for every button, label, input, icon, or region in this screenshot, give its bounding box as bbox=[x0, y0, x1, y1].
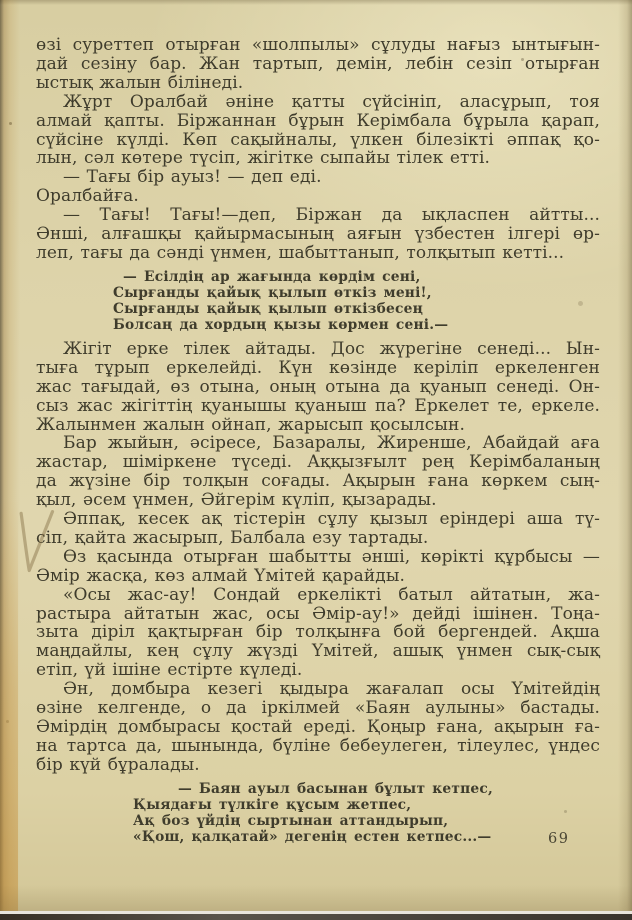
paper-specks bbox=[9, 122, 12, 125]
paragraph bbox=[36, 340, 600, 435]
text-line: «Осы жас-ау! Сондай еркелікті батыл айтатын, жа- bbox=[63, 584, 600, 605]
text-line: өзі суреттеп отырған «шолпылы» сұлуды нағыз ынтығын- bbox=[36, 35, 600, 55]
paragraph bbox=[36, 680, 600, 775]
paragraph bbox=[36, 206, 600, 263]
text-line: растыра айтатын жас, осы Әмір-ау!» дейді ішінен. Тоңа- bbox=[36, 603, 600, 624]
text-line: Сырғанды қайық қылып өткіз мені!, bbox=[113, 284, 432, 301]
text-line: етіп, үй ішіне естірте күледі. bbox=[36, 660, 303, 681]
text-line: да жүзіне бір толқын соғады. Ақырын ғана көркем сың- bbox=[36, 471, 600, 492]
text-line: — Баян ауыл басынан бұлыт кетпес, bbox=[178, 780, 493, 797]
paragraph bbox=[36, 93, 600, 169]
text-line: на тартса да, шынында, бүліне бебеулеген, тілеулес, үндес bbox=[36, 735, 600, 756]
text-line: алмай қапты. Біржаннан бұрын Керімбала бұрыла қарап, bbox=[36, 110, 600, 131]
text-line: лын, сәл көтере түсіп, жігітке сыпайы тілек етті. bbox=[36, 148, 491, 169]
text-line: — Тағы бір ауыз! — деп еді. bbox=[63, 167, 322, 188]
paragraph bbox=[36, 548, 600, 586]
text-line: «Қош, қалқатай» дегенің естен кетпес...— bbox=[133, 828, 492, 845]
page-number: 69 bbox=[548, 831, 570, 847]
text-line: қыл, әсем үнмен, Әйгерім күліп, қызарады. bbox=[36, 490, 437, 511]
text-line: Әмір жасқа, көз алмай Үмітей қарайды. bbox=[36, 565, 405, 586]
text-line: леп, тағы да сәнді үнмен, шабыттанып, толқытып кетті... bbox=[36, 242, 565, 263]
text-line: өзіне келгенде, о да іркілмей «Баян аулыны» бастады. bbox=[36, 698, 600, 719]
page-edge-top bbox=[0, 0, 632, 5]
paragraph bbox=[36, 187, 600, 206]
text-line: жас тағыдай, өз отына, оның отына да қуанып сенеді. Он- bbox=[36, 376, 600, 397]
scan-edge-dark-strip bbox=[0, 914, 632, 920]
verse-block bbox=[113, 269, 600, 333]
text-line: Сырғанды қайық қылып өткізбесең bbox=[113, 300, 423, 317]
paragraph bbox=[36, 510, 600, 548]
verse-block bbox=[133, 781, 600, 845]
text-line: ыстық жалын білінеді. bbox=[36, 72, 244, 93]
handwritten-check-icon bbox=[9, 503, 61, 585]
text-line: Ақ боз үйдің сыртынан аттандырып, bbox=[133, 812, 449, 829]
paragraph bbox=[36, 434, 600, 510]
text-line: дай сезіну бар. Жан тартып, демін, лебін сезіп отырған bbox=[36, 53, 600, 74]
text-line: Жалынмен жалын ойнап, жарысып қосылсын. bbox=[36, 414, 465, 435]
text-line: Әмірдің домбырасы қостай ереді. Қоңыр ғана, ақырын ға- bbox=[36, 717, 600, 737]
text-line: сыз жас жігіттің қуанышы қуаныш па? Еркелет те, еркеле. bbox=[36, 395, 600, 416]
text-line: жастар, шіміркене түседі. Аққызғылт рең Керімбаланың bbox=[36, 452, 600, 473]
text-line: — Тағы! Тағы!—деп, Біржан да ықласпен айтты... bbox=[63, 205, 600, 226]
text-line: Жігіт ерке тілек айтады. Дос жүрегіне сенеді... Ын- bbox=[63, 338, 600, 359]
text-line: маңдайлы, кең сұлу жүзді Үмітей, ашық үнмен сық-сық bbox=[36, 641, 600, 662]
text-line: Жұрт Оралбай әніне қатты сүйсініп, аласұрып, тоя bbox=[63, 91, 600, 112]
text-line: тыға тұрып еркелейді. Күн көзінде керіліп еркеленген bbox=[36, 357, 600, 378]
page-bottom-fade bbox=[0, 885, 632, 911]
text-line: бір күй бұралады. bbox=[36, 754, 200, 775]
text-line: Өз қасында отырған шабытты әнші, көрікті құрбысы — bbox=[63, 546, 600, 567]
paragraph bbox=[36, 586, 600, 681]
text-line: Оралбайға. bbox=[36, 186, 139, 207]
text-line: Әппақ, кесек ақ тістерін сұлу қызыл еріндері аша тү- bbox=[63, 509, 600, 530]
page-edge-right bbox=[618, 0, 632, 920]
page-text bbox=[36, 36, 600, 845]
text-line: зыта діріл қақтырған бір толқынға бой бергендей. Ақша bbox=[36, 622, 600, 643]
text-line: Бар жыйын, әсіресе, Базаралы, Жиренше, Абайдай аға bbox=[63, 433, 600, 454]
text-line: сіп, қайта жасырып, Балбала езу тартады. bbox=[36, 527, 429, 548]
text-line: Әнші, алғашқы қайырмасының аяғын үзбестен ілгері өр- bbox=[36, 224, 600, 245]
text-line: Қыядағы түлкіге құсым жетпес, bbox=[133, 796, 412, 813]
page-edge-left bbox=[0, 0, 20, 920]
text-line: Ән, домбыра кезегі қыдыра жағалап осы Үмітейдің bbox=[63, 679, 600, 700]
text-line: сүйсіне күлді. Көп сақыйналы, үлкен білезікті әппақ қо- bbox=[36, 129, 600, 150]
paragraph bbox=[36, 36, 600, 93]
text-line: Болсаң да хордың қызы көрмен сені.— bbox=[113, 316, 449, 333]
paragraph bbox=[36, 168, 600, 187]
text-line: — Есілдің ар жағында көрдім сені, bbox=[123, 268, 421, 285]
